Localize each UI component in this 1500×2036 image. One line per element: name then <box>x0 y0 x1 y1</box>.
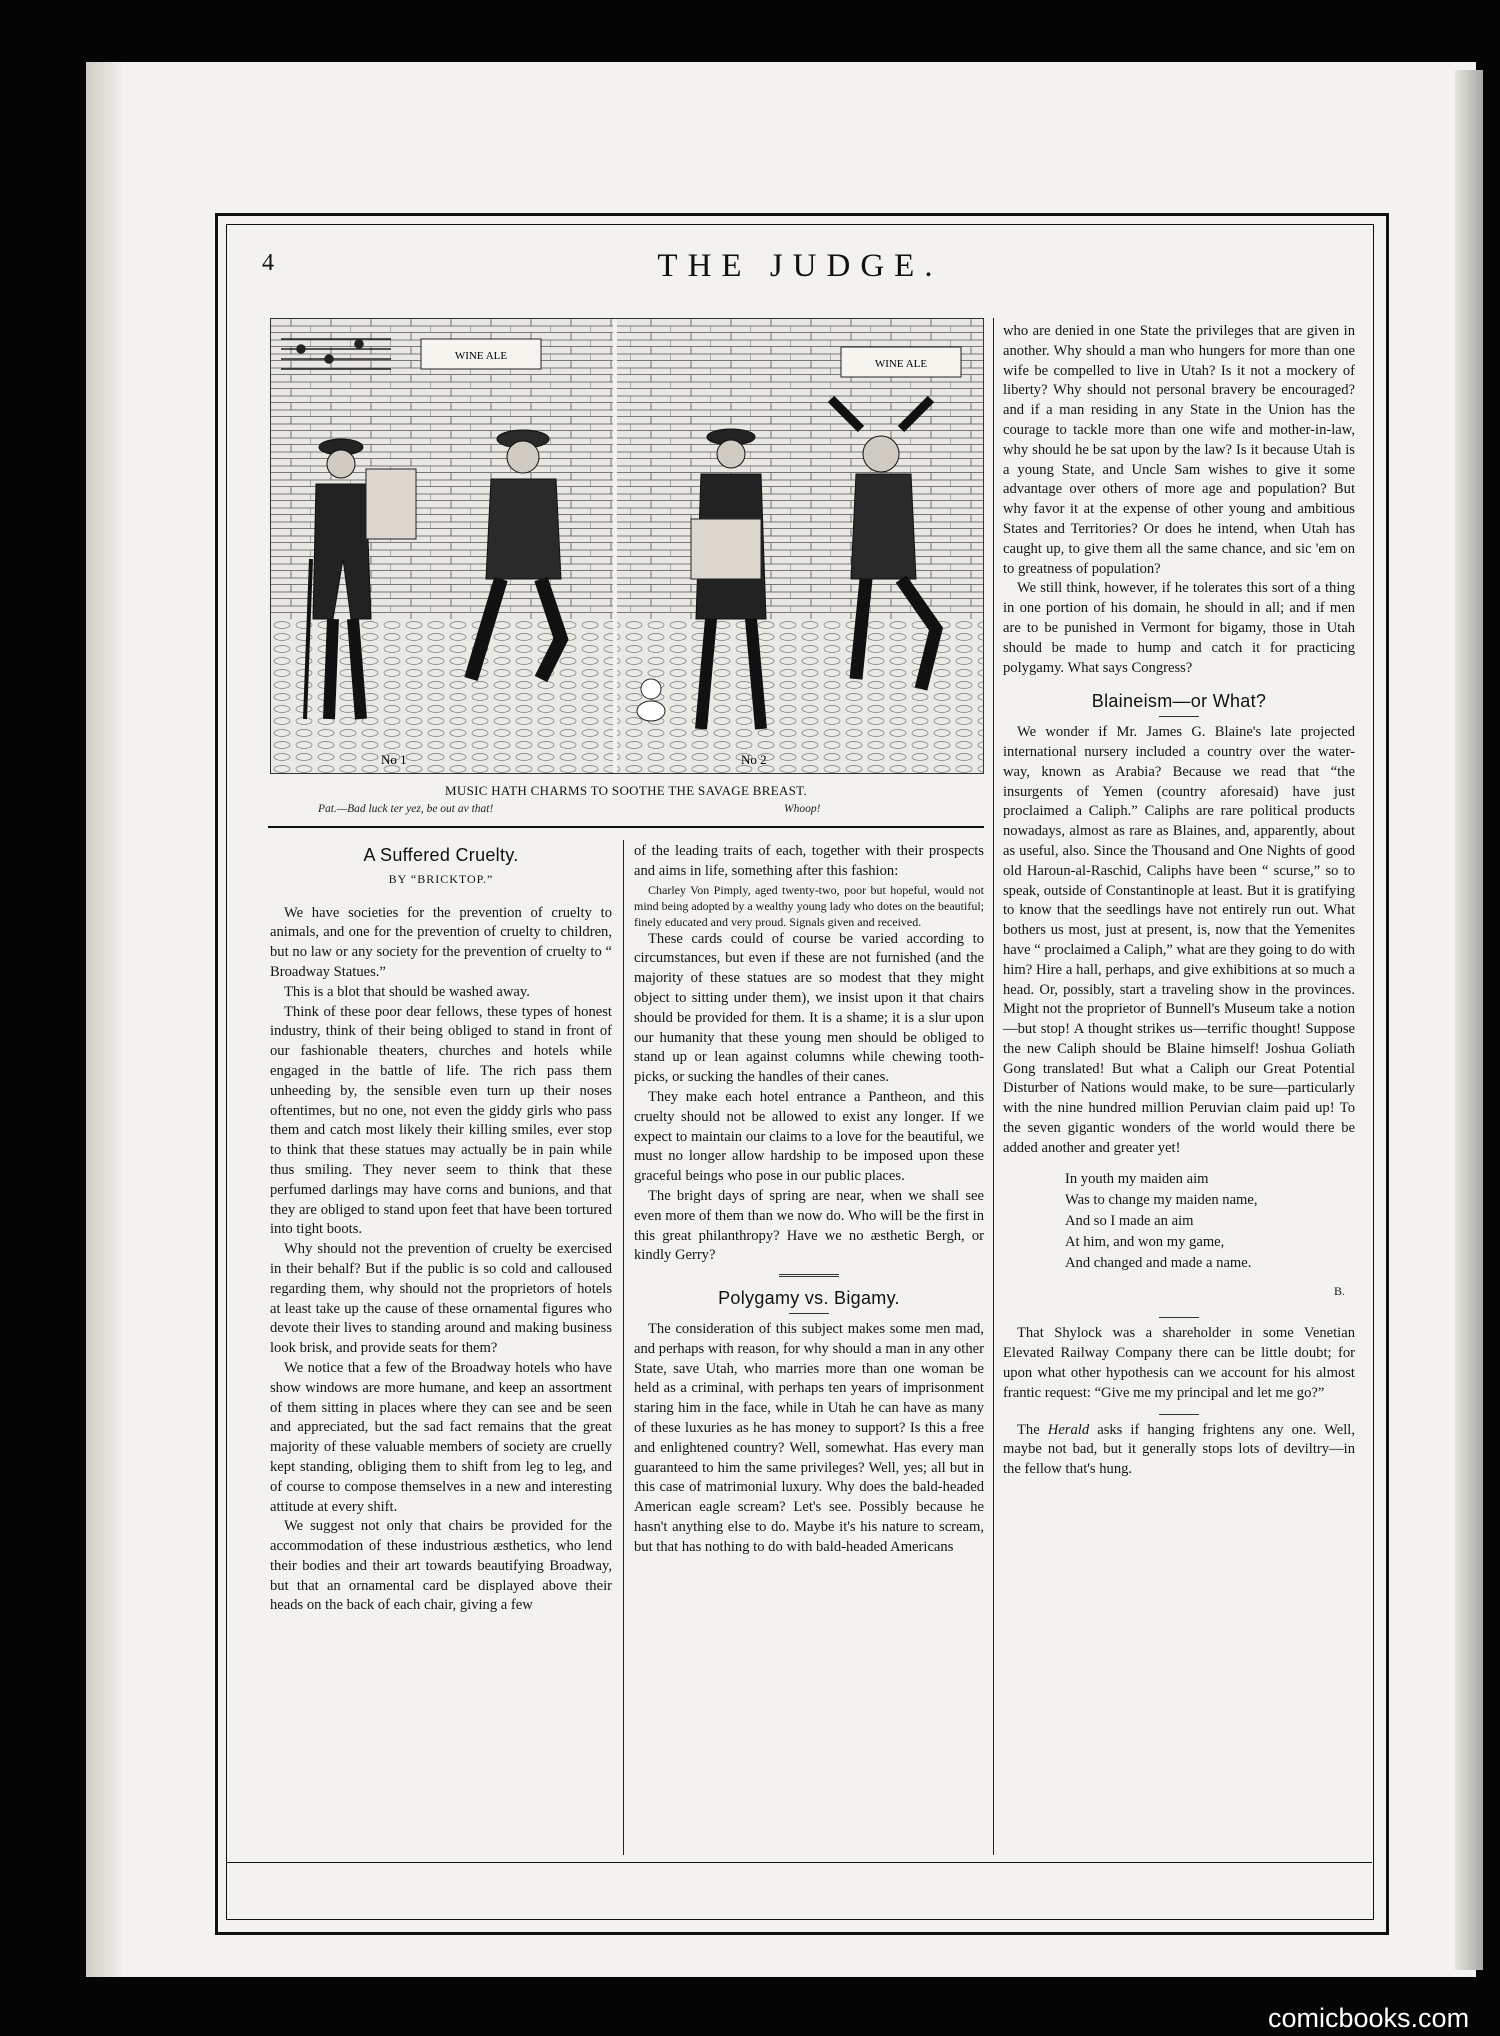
paragraph: This is a blot that should be washed away. <box>284 983 530 1000</box>
page-number: 4 <box>262 250 274 276</box>
paragraph: We notice that a few of the Broadway hotels who have show windows are more humane, and keep an assortment of them sitting in places where they can see and be seen and appreciated, but the sad fact remains that the great majority of these valuable members of society are cruelly kept standing, obliging them to shift from leg to leg, and of course to compose themselves in a new and interesting attitude at every shift. <box>270 1359 612 1515</box>
section-divider <box>1159 1414 1199 1415</box>
column-rule-1 <box>623 840 624 1855</box>
panel-label-2: No 2 <box>741 752 767 767</box>
paragraph: We still think, however, if he tolerates this sort of a thing in one portion of his domain, he should in all; and if men are to be punished in Vermont for bigamy, those in Utah should be made to hump and catch it for practicing polygamy. What says Congress? <box>1003 580 1355 676</box>
paragraph-continued: who are denied in one State the privileges that are given in another. Why should a man who hungers for more than one wife be compelled to live in Utah? Is it not a mockery of liberty? Why should not personal bravery be encouraged? and if a man residing in any State in the Union has the courage to tackle more than one wife and mother-in-law, why should he be sat upon by the law? Is it because Utah is a young State, and Uncle Sam wishes to give it some advantage over others of more age and population? But why favor it at the expense of other young and ambitious States and Territories? Or does he intend, when Utah has caught up, to give them all the same chance, and sic 'em on to greatness of population? <box>1003 323 1355 577</box>
column-1 <box>270 842 612 1616</box>
paragraph-continued: of the leading traits of each, together with their prospects and aims in life, something after this fashion: <box>634 843 984 879</box>
page-right-edge <box>1455 70 1483 1970</box>
masthead-title: THE JUDGE. <box>657 248 943 284</box>
headline-blaineism: Blaineism—or What? <box>1091 691 1267 712</box>
cartoon-illustration <box>270 318 984 774</box>
paragraph: We wonder if Mr. James G. Blaine's late projected international nursery included a country over the water-way, known as Arabia? Because we read that “the insurgents of Yemen (country aforesaid) have just proclaimed a Caliph.” Caliphs are rare political products nowadays, almost as rare as Blaines, and, apparently, about as useful, also. Since the Thousand and One Nights of good old Haroun-al-Raschid, Caliphs have been “ scurse,” so to speak, outside of Constantinople at least. But it is gratifying to know that the seedlings have not entirely run out. What bothers us most, just at present, is, now that the Yemenites have “ proclaimed a Caliph,” what are they going to do with him? Hire a hall, perhaps, and give exhibitions at so much a head. Or, possibly, start a traveling show in the provinces. Might not the proprietor of Bunnell's Museum take a notion—but stop! A thought strikes us—terrific thought! Suppose the new Caliph should be Blaine himself! Joshua Goliath Gong translated! But what a Caliph our Great Potential Disturber of Nations would make, to be sure—particularly with the nine hundred million Peruvian claim paid up! To the seven gigantic wonders of the world would there be added another and greater yet! <box>1003 724 1355 1156</box>
herald-name: Herald <box>1047 1421 1090 1438</box>
section-divider <box>1159 1317 1199 1318</box>
page-spine-shadow <box>86 62 122 1977</box>
paragraph: The consideration of this subject makes some men mad, and perhaps with reason, for why should a man in any other State, save Utah, who marries more than one woman be held as a criminal, with perhaps ten years of imprisonment staring him in the face, while in Utah he can have as many of these luxuries as he has money to support? Is this a free and enlightened country? Well, somewhat. Has every man guaranteed to him the same privileges? Well, yes; all but in this case of matrimonial luxury. Why does the bald-headed American eagle scream? Let's see. Possibly because he hasn't anything else to do. Maybe it's his nature to scream, but that has nothing to do with bald-headed Americans <box>634 1320 984 1555</box>
poem-line: At him, and won my game, <box>1065 1233 1225 1250</box>
column-rule-2 <box>993 318 994 1855</box>
paragraph: Why should not the prevention of cruelty be exercised in their behalf? But if the public is so cold and calloused regarding them, why should not the proprietors of hotels at least take up the cause of these ornamental figures who devote their lives to standing around and making business look brisk, and provide seats for them? <box>270 1241 612 1357</box>
paragraph: The bright days of spring are near, when we shall see even more of them than we now do. Who will be the first in this great philanthropy? Have we no æsthetic Bergh, or kindly Gerry? <box>634 1187 984 1264</box>
cartoon-title: MUSIC HATH CHARMS TO SOOTHE THE SAVAGE BREAST. <box>445 783 807 798</box>
cartoon-caption-right: Whoop! <box>784 803 821 815</box>
poem <box>1065 1169 1355 1274</box>
paragraph-shylock: That Shylock was a shareholder in some Venetian Elevated Railway Company there can be little doubt; for upon what other hypothesis can we account for his almost frantic request: “Give me my principal and let me go?” <box>1003 1325 1355 1401</box>
paragraph-herald <box>1003 1421 1355 1480</box>
headline-suffered-cruelty: A Suffered Cruelty. <box>363 845 519 865</box>
paragraph: We suggest not only that chairs be provided for the accommodation of these industrious æsthetics, who lend their bodies and their art towards beautifying Broadway, but that an ornamental card be displayed above their heads on the back of each chair, giving a few <box>270 1518 612 1614</box>
panel-label-1: No 1 <box>381 752 407 767</box>
herald-prefix: The <box>1017 1421 1048 1438</box>
poem-signature: B. <box>1333 1283 1345 1298</box>
byline-bricktop: BY “BRICKTOP.” <box>388 871 494 886</box>
cartoon-drawing <box>271 319 983 773</box>
cartoon-caption-left: Pat.—Bad luck ter yez, be out av that! <box>318 803 494 815</box>
headline-rule <box>789 1313 829 1314</box>
poem-line: And so I made an aim <box>1065 1212 1194 1229</box>
herald-rest: asks if hanging frightens any one. Well, maybe not bad, but it generally stops lots of deviltry—in the fellow that's hung. <box>1003 1421 1355 1478</box>
bottom-rule <box>226 1862 1372 1863</box>
poem-line: Was to change my maiden name, <box>1065 1191 1258 1208</box>
barrel-organ-2 <box>691 519 761 579</box>
section-divider <box>779 1274 839 1279</box>
headline-polygamy: Polygamy vs. Bigamy. <box>718 1288 900 1309</box>
sign-text-2: WINE ALE <box>874 358 928 370</box>
paragraph: Think of these poor dear fellows, these types of honest industry, think of their being obliged to stand in front of our fashionable theaters, churches and hotels while engaged in the battle of life. The rich pass them unheeding by, the sensible even turn up their noses oftentimes, but no one, not even the giddy girls who pass them and catch most likely their killing smiles, ever stop to think that these statues may actually be in pain while thus smiling. They never seem to think that these perfumed darlings may have corns and bunions, and that they are obliged to stand upon feet that have been tortured into tight boots. <box>270 1003 612 1238</box>
card-example: Charley Von Pimply, aged twenty-two, poor but hopeful, would not mind being adopted by a wealthy young lady who dotes on the beautiful; finely educated and very proud. Signals given and received. <box>634 882 984 929</box>
site-watermark: comicbooks.com <box>1268 2003 1470 2033</box>
paragraph: These cards could of course be varied according to circumstances, but even if these are not furnished (and the majority of these statues are so modest that they might object to sitting under them), we insist upon it that chairs should be provided for them. It is a shame; it is a slur upon our humanity that these young men should be obliged to stand up or lean against columns while chewing tooth-picks, or sucking the handles of their canes. <box>634 930 984 1086</box>
paragraph: They make each hotel entrance a Pantheon, and this cruelty should not be allowed to exist any longer. If we expect to maintain our claims to a love for the beautiful, we must no longer allow hardship to be imposed upon these graceful beings who pose in our public places. <box>634 1088 984 1185</box>
sign-text-1: WINE ALE <box>454 350 508 362</box>
column-3 <box>1003 322 1355 1480</box>
poem-line: And changed and made a name. <box>1065 1254 1252 1271</box>
barrel-organ-1 <box>366 469 416 539</box>
headline-rule <box>1159 716 1199 717</box>
cartoon-divider <box>268 826 984 828</box>
poem-line: In youth my maiden aim <box>1065 1170 1209 1187</box>
column-2 <box>634 842 984 1558</box>
paragraph: We have societies for the prevention of cruelty to animals, and one for the prevention of cruelty to children, but no law or any society for the prevention of cruelty to “ Broadway Statues.” <box>270 904 612 980</box>
